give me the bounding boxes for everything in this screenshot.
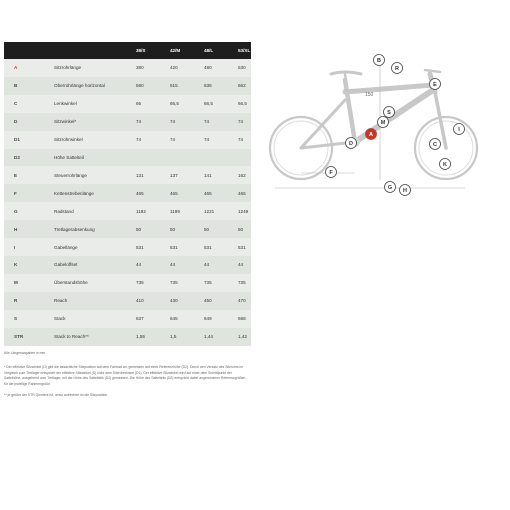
row-value: 662 <box>238 83 246 89</box>
row-value: 420 <box>170 65 178 71</box>
footnote-effective-seat-angle: * Der effektive Sitzwinkel (D) gibt die tatsächliche Sitzposition auf dem Fahrrad an, gemessen auf einer Referenzhöhe (D2). Durch den Versatz des Sitzrohrs im Vergleich zum Tretlager entspricht der effektive Sitzwinkel (D) nicht dem Sitzrohrwinkel (D1). Der effektive Sitzwinkel wird auf einer dem Schrittpunkt der Sattelhöhe, ausgehend vom Tretlager, mit der Höhe des Sattelteils (D2) gemessen. Die Höhe des Sattelteils (D2) entspricht dabei angenommen Referenzgrößen für die jeweilige Rahmengröße. <box>4 365 246 386</box>
row-value: 1,42 <box>238 334 247 340</box>
row-value: 465 <box>136 190 144 196</box>
table-row <box>4 202 251 220</box>
row-value <box>236 149 251 167</box>
row-value: 131 <box>136 172 144 178</box>
footnote-stack-to-reach: ** je größer der STR Quotient ist, umso aufrechter ist die Sitzposition <box>4 393 108 397</box>
row-key: S <box>14 316 18 322</box>
row-value: 74 <box>136 137 142 143</box>
table-row <box>4 113 251 131</box>
row-value: 66,5 <box>238 101 247 107</box>
row-value: 66,5 <box>170 101 179 107</box>
row-label: Überstandshöhe <box>54 280 88 286</box>
header-size-s: 38/S <box>136 48 146 53</box>
row-value: 636 <box>204 83 212 89</box>
row-value: 50 <box>136 226 142 232</box>
row-key: E <box>14 172 18 178</box>
row-value: 1221 <box>204 208 215 214</box>
row-value: 1,55 <box>136 334 145 340</box>
row-value: 44 <box>204 262 210 268</box>
row-value: 1199 <box>170 208 180 214</box>
row-key: B <box>14 83 18 89</box>
row-value: 735 <box>204 280 212 286</box>
row-key: D <box>14 119 18 125</box>
row-label: Kettenstrebenlänge <box>54 190 94 196</box>
header-size-xl: 53/XL <box>238 48 251 53</box>
row-key: G <box>14 208 18 214</box>
row-value: 74 <box>170 119 176 125</box>
row-label: Sitzrohrlänge <box>54 65 82 71</box>
table-row <box>4 292 251 310</box>
row-value: 44 <box>170 262 176 268</box>
row-label: Steuerrohrlänge <box>54 172 87 178</box>
row-value: 430 <box>170 298 178 304</box>
row-key: K <box>14 262 18 268</box>
marker-label-b: B <box>377 58 381 64</box>
row-value: 531 <box>170 244 178 250</box>
row-value: 649 <box>204 316 212 322</box>
row-value: 162 <box>238 172 246 178</box>
row-value: 1249 <box>238 208 249 214</box>
row-value: 1182 <box>136 208 146 214</box>
row-label: Sitzwinkel* <box>54 119 77 125</box>
row-value: 531 <box>238 244 246 250</box>
row-label: Höhe Sattelteil <box>54 154 84 160</box>
row-value: 74 <box>204 137 210 143</box>
row-key: M <box>14 280 18 286</box>
row-value: 735 <box>238 280 246 286</box>
row-value: 44 <box>136 262 142 268</box>
dimension-label-150: 150 <box>365 92 374 98</box>
row-value: 66,5 <box>204 101 213 107</box>
table-row <box>4 256 251 274</box>
row-label: Sitzrohrwinkel <box>54 137 83 143</box>
marker-label-s: S <box>387 110 391 116</box>
row-value: 637 <box>136 316 144 322</box>
marker-label-h: H <box>403 188 407 194</box>
marker-label-g: G <box>387 185 393 191</box>
row-value: 74 <box>136 119 142 125</box>
header-cell <box>52 42 134 59</box>
header-size-l: 48/L <box>204 48 214 53</box>
table-row <box>4 310 251 328</box>
table-row <box>4 131 251 149</box>
header-size-m: 42/M <box>170 48 181 53</box>
table-row <box>4 149 251 167</box>
marker-label-f: F <box>329 170 333 176</box>
row-value: 531 <box>136 244 144 250</box>
row-value: 137 <box>170 172 178 178</box>
row-value: 735 <box>136 280 144 286</box>
row-key: H <box>14 226 18 232</box>
marker-label-k: K <box>443 162 447 168</box>
row-value: 141 <box>204 172 212 178</box>
bike-geometry-diagram <box>265 40 510 202</box>
marker-label-a: A <box>369 132 373 138</box>
row-value <box>134 149 168 167</box>
marker-label-e: E <box>433 82 437 88</box>
row-value: 44 <box>238 262 244 268</box>
row-label: Tretlagerabsenkung <box>54 226 95 232</box>
row-label: Oberrohrlänge horizontal <box>54 83 105 89</box>
row-key: D2 <box>14 154 20 160</box>
row-value: 50 <box>238 226 244 232</box>
row-value: 450 <box>204 298 212 304</box>
row-value: 465 <box>204 190 212 196</box>
units-note: Alle Längenangaben in mm <box>4 351 46 355</box>
geometry-table <box>4 42 251 346</box>
row-value: 74 <box>204 119 210 125</box>
row-value: 668 <box>238 316 246 322</box>
row-value: 66 <box>136 101 142 107</box>
row-key: A <box>14 65 18 71</box>
table-row <box>4 95 251 113</box>
row-value: 615 <box>170 83 178 89</box>
table-row <box>4 59 251 77</box>
row-value: 74 <box>238 137 244 143</box>
row-value: 531 <box>204 244 212 250</box>
table-row <box>4 77 251 95</box>
row-value: 74 <box>238 119 244 125</box>
row-value: 1,5 <box>170 334 177 340</box>
row-key: R <box>14 298 18 304</box>
row-value: 580 <box>136 83 144 89</box>
header-cell <box>4 42 52 59</box>
marker-label-r: R <box>395 66 399 72</box>
row-value: 645 <box>170 316 178 322</box>
marker-label-c: C <box>433 142 437 148</box>
marker-label-i: I <box>458 127 460 133</box>
row-label: Stack to Reach** <box>54 334 89 340</box>
table-row <box>4 328 251 346</box>
row-value: 735 <box>170 280 178 286</box>
row-value: 530 <box>238 65 246 71</box>
row-key: F <box>14 190 17 196</box>
row-value <box>202 149 236 167</box>
row-label: Stack <box>54 316 66 322</box>
row-value: 410 <box>136 298 144 304</box>
marker-label-m: M <box>380 120 386 126</box>
row-value: 465 <box>170 190 178 196</box>
row-value: 74 <box>170 137 176 143</box>
row-value: 1,44 <box>204 334 213 340</box>
marker-label-d: D <box>349 141 353 147</box>
row-value: 50 <box>204 226 210 232</box>
row-label: Gabeloffset <box>54 262 78 268</box>
row-value: 50 <box>170 226 176 232</box>
row-label: Radstand <box>54 208 74 214</box>
row-value <box>168 149 202 167</box>
row-label: Lenkwinkel <box>54 101 77 107</box>
row-key: STR <box>14 334 24 340</box>
table-row <box>4 166 251 184</box>
table-row <box>4 220 251 238</box>
row-key: D1 <box>14 137 20 143</box>
row-value: 480 <box>204 65 212 71</box>
table-row <box>4 238 251 256</box>
row-value: 465 <box>238 190 246 196</box>
row-key: C <box>14 101 18 107</box>
row-label: Reach <box>54 298 68 304</box>
table-header-row <box>4 42 251 59</box>
row-value: 470 <box>238 298 246 304</box>
table-row <box>4 274 251 292</box>
table-row <box>4 184 251 202</box>
row-value: 380 <box>136 65 144 71</box>
row-key: I <box>14 244 16 250</box>
row-label: Gabellänge <box>54 244 78 250</box>
